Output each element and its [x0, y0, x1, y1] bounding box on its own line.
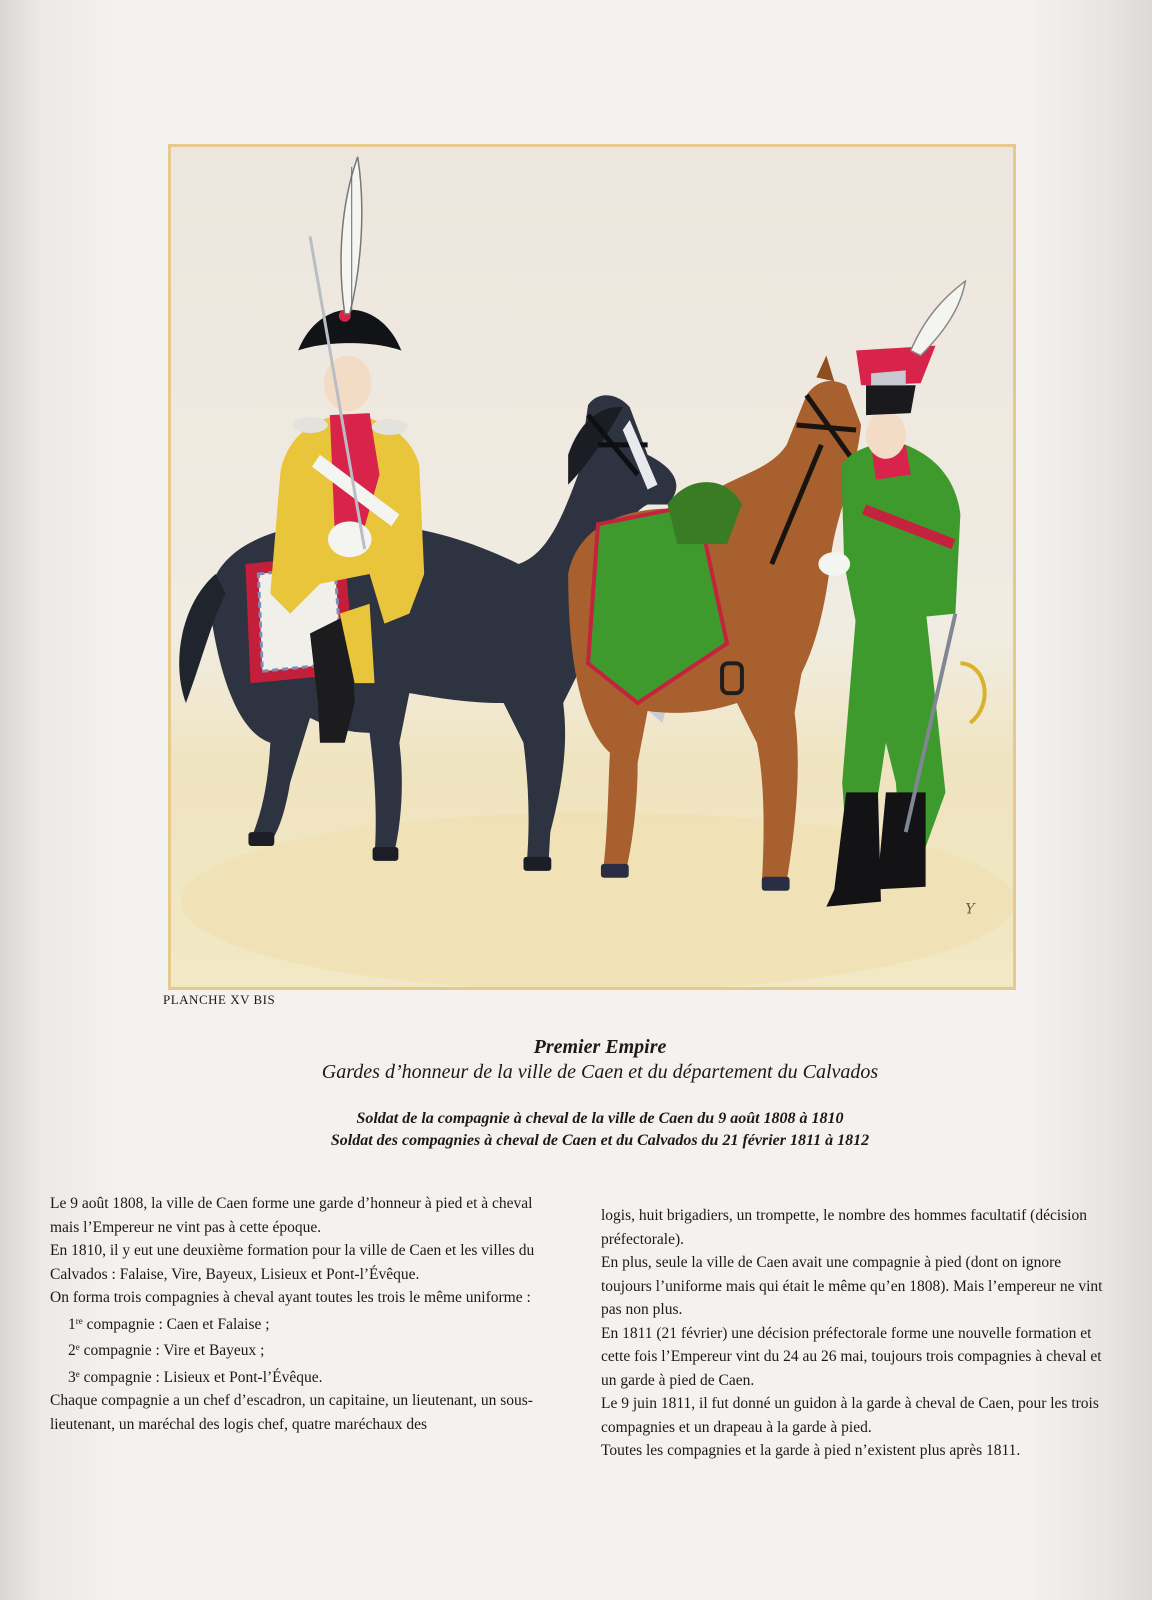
right-paragraph-1: logis, huit brigadiers, un trompette, le nombre des hommes facultatif (décision préfectorale). [601, 1207, 1087, 1248]
artist-signature: Y [965, 901, 975, 918]
left-paragraph-3: On forma trois compagnies à cheval ayant toutes les trois le même uniforme : [50, 1289, 531, 1306]
caption-title: Premier Empire [533, 1036, 667, 1058]
left-paragraph-1: Le 9 août 1808, la ville de Caen forme une garde d’honneur à pied et à cheval mais l’Empereur ne vint pas à cette époque. [50, 1195, 533, 1236]
right-paragraph-3: En 1811 (21 février) une décision préfectorale forme une nouvelle formation et cette fois l’Empereur vint du 24 au 26 mai, toujours trois compagnies à cheval et un garde à pied de Caen. [601, 1324, 1102, 1389]
company-list-item: 3e compagnie : Lisieux et Pont-l’Évêque. [68, 1368, 323, 1386]
left-text-column [50, 1192, 565, 1436]
illustration-plate [168, 144, 1016, 990]
right-text-column [601, 1204, 1106, 1463]
left-paragraph-2: En 1810, il y eut une deuxième formation pour la ville de Caen et les villes du Calvados : Falaise, Vire, Bayeux, Lisieux et Pont-l’Évêque. [50, 1242, 535, 1283]
right-paragraph-4: Le 9 juin 1811, il fut donné un guidon à la garde à cheval de Caen, pour les trois compagnies et un drapeau à la garde à pied. [601, 1395, 1099, 1436]
caption-line-1: Soldat de la compagnie à cheval de la ville de Caen du 9 août 1808 à 1810 [356, 1110, 844, 1127]
right-paragraph-2: En plus, seule la ville de Caen avait une compagnie à pied (dont on ignore toujours l’uniforme mais qui était le même qu’en 1808). Mais l’empereur ne vint pas non plus. [601, 1254, 1103, 1318]
lancer-rider [818, 281, 984, 907]
cavalry-illustration [171, 147, 1013, 987]
right-paragraph-5: Toutes les compagnies et la garde à pied n’existent plus après 1811. [601, 1442, 1021, 1459]
plate-label: PLANCHE XV BIS [163, 992, 276, 1007]
company-list-item: 1re compagnie : Caen et Falaise ; [68, 1315, 270, 1333]
caption-subtitle: Gardes d’honneur de la ville de Caen et du département du Calvados [321, 1061, 879, 1083]
left-paragraph-4: Chaque compagnie a un chef d’escadron, un capitaine, un lieutenant, un sous-lieutenant, un maréchal des logis chef, quatre maréchaux des [50, 1392, 533, 1433]
caption-line-2: Soldat des compagnies à cheval de Caen et du Calvados du 21 février 1811 à 1812 [330, 1132, 870, 1149]
company-list-item: 2e compagnie : Vire et Bayeux ; [68, 1342, 265, 1359]
